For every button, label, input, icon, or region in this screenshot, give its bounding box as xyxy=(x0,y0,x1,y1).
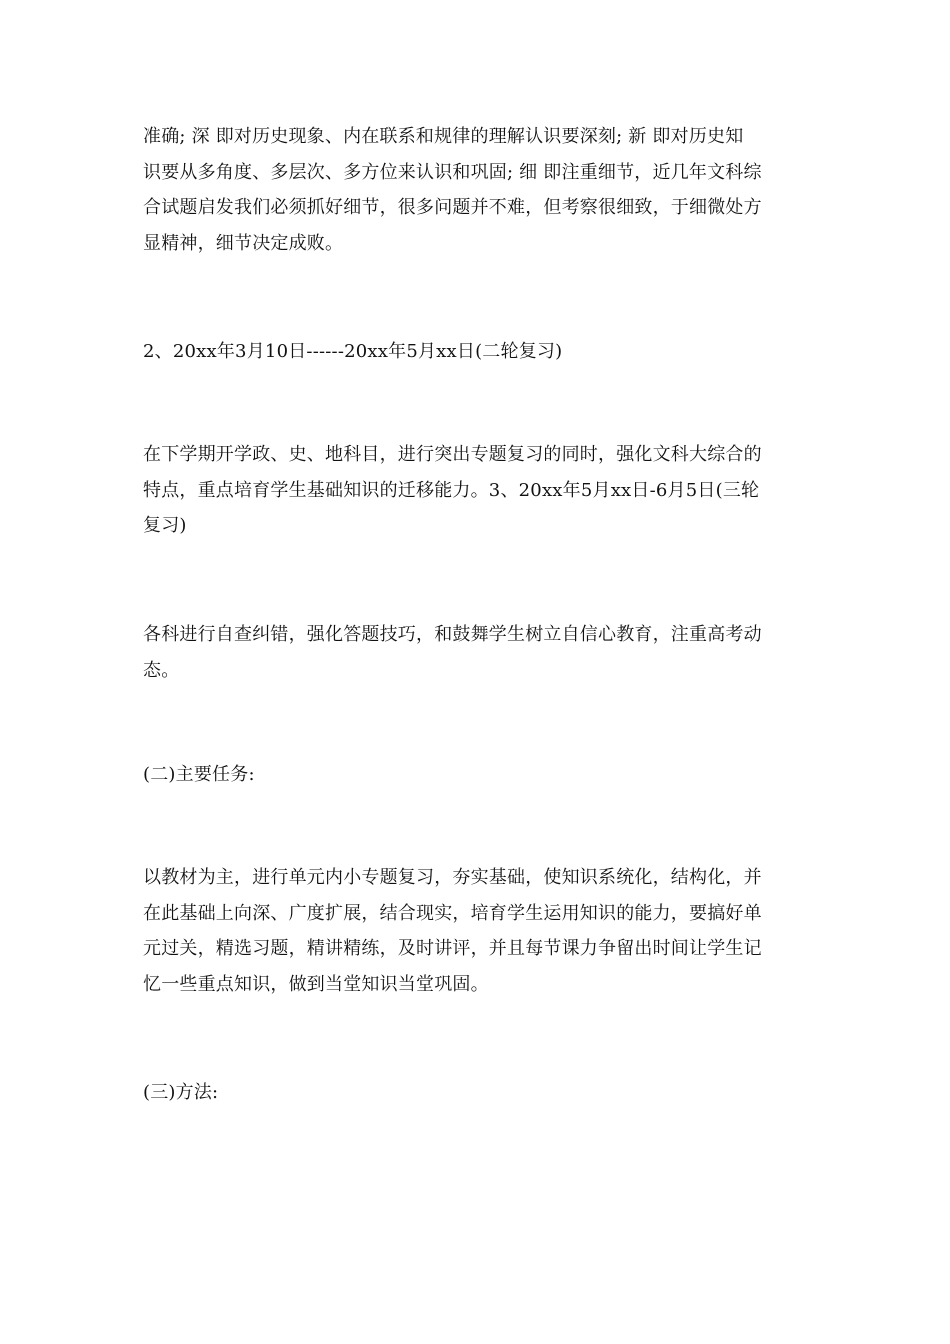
text-line: 2、20xx年3月10日------20xx年5月xx日(二轮复习) xyxy=(143,341,563,362)
text-line: (二)主要任务: xyxy=(143,764,255,785)
text-line: (三)方法: xyxy=(143,1082,219,1103)
paragraph-main-tasks-content xyxy=(143,860,811,1002)
heading-methods xyxy=(143,1075,811,1111)
text-line: 态。 xyxy=(143,659,180,681)
text-line: 忆一些重点知识，做到当堂知识当堂巩固。 xyxy=(143,973,489,995)
text-line: 显精神，细节决定成败。 xyxy=(143,232,344,254)
text-line: 在下学期开学政、史、地科目，进行突出专题复习的同时，强化文科大综合的 xyxy=(143,444,762,465)
text-line: 在此基础上向深、广度扩展，结合现实，培育学生运用知识的能力，要搞好单 xyxy=(143,902,762,924)
paragraph-third-round-content xyxy=(143,617,811,688)
text-line: 合试题启发我们必须抓好细节，很多问题并不难，但考察很细致，于细微处方 xyxy=(143,197,762,218)
text-line: 元过关，精选习题，精讲精练，及时讲评，并且每节课力争留出时间让学生记 xyxy=(143,938,762,959)
text-line: 准确; 深 即对历史现象、内在联系和规律的理解认识要深刻; 新 即对历史知 xyxy=(143,126,744,147)
paragraph-second-round-heading xyxy=(143,334,811,370)
text-line: 特点，重点培育学生基础知识的迁移能力。3、20xx年5月xx日-6月5日(三轮 xyxy=(143,479,760,501)
heading-main-tasks xyxy=(143,757,811,793)
text-line: 识要从多角度、多层次、多方位来认识和巩固; 细 即注重细节，近几年文科综 xyxy=(143,161,762,183)
text-line: 以教材为主，进行单元内小专题复习，夯实基础，使知识系统化，结构化，并 xyxy=(143,867,762,888)
paragraph-history-review-requirements xyxy=(143,119,811,261)
text-line: 各科进行自查纠错，强化答题技巧，和鼓舞学生树立自信心教育，注重高考动 xyxy=(143,624,762,645)
text-line: 复习) xyxy=(143,515,187,536)
paragraph-second-round-content xyxy=(143,437,811,544)
